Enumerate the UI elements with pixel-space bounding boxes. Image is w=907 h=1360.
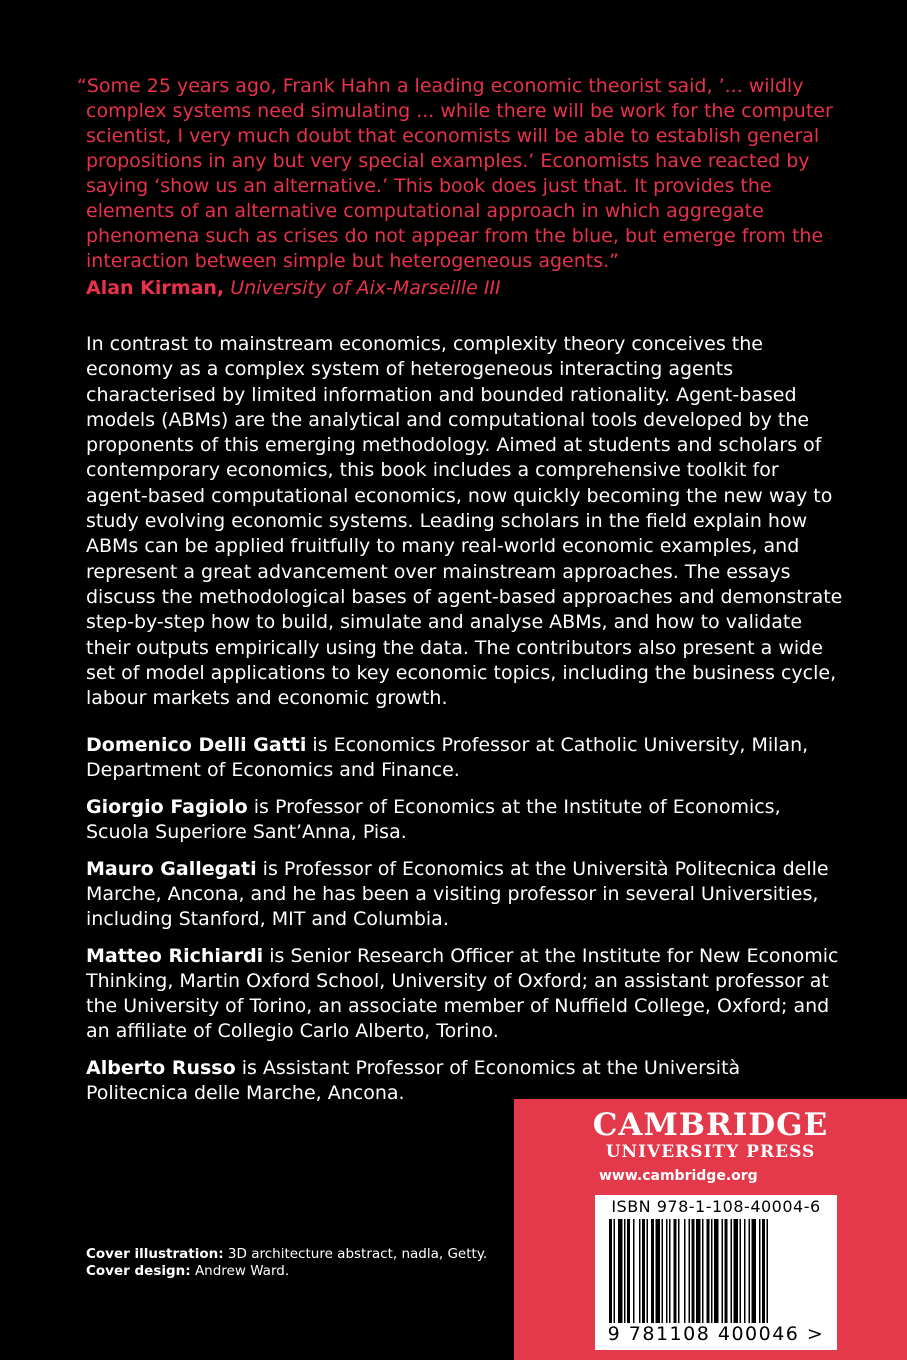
credit-value: 3D architecture abstract, nadla, Getty. xyxy=(223,1246,488,1262)
barcode-bar xyxy=(674,1219,677,1323)
barcode-box xyxy=(595,1195,837,1350)
barcode-bar xyxy=(627,1219,630,1323)
barcode-bar xyxy=(647,1219,649,1323)
barcode-bar xyxy=(684,1219,686,1323)
bio-name: Alberto Russo xyxy=(86,1057,236,1079)
barcode-bar xyxy=(678,1219,680,1323)
barcode-bar xyxy=(734,1219,739,1323)
barcode-bar xyxy=(618,1219,623,1323)
barcode-bar xyxy=(633,1219,635,1323)
barcode-bar xyxy=(639,1219,641,1323)
barcode-bar xyxy=(744,1219,746,1323)
barcode-bar xyxy=(642,1219,645,1323)
barcode-bar xyxy=(752,1219,757,1323)
bio-name: Mauro Gallegati xyxy=(86,858,257,880)
barcode-bar xyxy=(702,1219,704,1323)
author-bios xyxy=(86,733,846,1118)
bio-name: Giorgio Fagiolo xyxy=(86,796,248,818)
quote-text: “Some 25 years ago, Frank Hahn a leading economic theorist said, ’... wildly complex systems need simulating ... while there will be work for the computer scientist, I very much doubt that economists will be able to establish general propositions in any but very special examples.’ Economists have reacted by saying ‘show us an alternative.’ This book does just that. It provides the elements of an alternative computational approach in which aggregate phenomena such as crises do not appear from the blue, but emerge from the interaction between simple but heterogeneous agents.” xyxy=(77,75,833,272)
credit-value: Andrew Ward. xyxy=(190,1263,290,1279)
bio-text: is Economics Professor at Catholic University, Milan, Department of Economics and Finance. xyxy=(86,734,809,781)
barcode-bar xyxy=(656,1219,661,1323)
barcode-bar xyxy=(722,1219,724,1323)
publisher-block xyxy=(514,1099,907,1360)
design-credit xyxy=(86,1263,487,1280)
barcode-bar xyxy=(740,1219,742,1323)
publisher-name: CAMBRIDGE xyxy=(592,1107,829,1143)
barcode-bar xyxy=(651,1219,654,1323)
bio-fagiolo xyxy=(86,795,846,845)
barcode-bar xyxy=(689,1219,691,1323)
bio-text: is Assistant Professor of Economics at the Università Politecnica delle Marche, Ancona. xyxy=(86,1057,741,1104)
barcode-bar xyxy=(614,1219,616,1323)
book-description: In contrast to mainstream economics, complexity theory conceives the economy as a complex system of heterogeneous interacting agents characterised by limited information and bounded rationality. Agent-based models (ABMs) are the analytical and computational tools developed by the proponents of this emerging methodology. Aimed at students and scholars of contemporary economics, this book includes a comprehensive toolkit for agent-based computational economics, now quickly becoming the new way to study evolving economic systems. Leading scholars in the field explain how ABMs can be applied fruitfully to many real-world economic examples, and represent a great advancement over mainstream approaches. The essays discuss the methodological bases of agent-based approaches and demonstrate step-by-step how to build, simulate and analyse ABMs, and how to validate their outputs empirically using the data. The contributors also present a wide set of model applications to key economic topics, including the business cycle, labour markets and economic growth. xyxy=(86,333,843,710)
illustration-credit xyxy=(86,1246,487,1263)
barcode-bar xyxy=(731,1219,733,1323)
barcode-bar xyxy=(662,1219,664,1323)
barcode-bar xyxy=(759,1219,761,1323)
bio-text: is Senior Research Officer at the Institute for New Economic Thinking, Martin Oxford School, University of Oxford; an assistant professor at the University of Torino, an associate member of Nuffield College, Oxford; and an affiliate of Collegio Carlo Alberto, Torino. xyxy=(86,945,839,1042)
barcode-bar xyxy=(692,1219,695,1323)
barcode-bar xyxy=(714,1219,719,1323)
barcode-bar xyxy=(609,1219,612,1323)
bio-delli-gatti xyxy=(86,733,846,783)
barcode-bar xyxy=(767,1219,769,1323)
barcode-bar xyxy=(725,1219,728,1323)
barcode-bar xyxy=(707,1219,710,1323)
cover-credits xyxy=(86,1246,487,1280)
barcode-bar xyxy=(711,1219,713,1323)
isbn-label: ISBN 978-1-108-40004-6 xyxy=(611,1197,821,1216)
bio-richiardi xyxy=(86,944,846,1044)
barcode-bar xyxy=(624,1219,626,1323)
quote-institution: University of Aix-Marseille III xyxy=(230,277,501,299)
credit-label: Cover design: xyxy=(86,1263,191,1279)
barcode-bar xyxy=(696,1219,701,1323)
publisher-url: www.cambridge.org xyxy=(599,1168,758,1184)
barcode-bar xyxy=(749,1219,751,1323)
barcode-bar xyxy=(666,1219,668,1323)
publisher-subtitle: UNIVERSITY PRESS xyxy=(605,1142,816,1162)
quote-author: Alan Kirman, xyxy=(86,277,225,299)
barcode-bar xyxy=(669,1219,671,1323)
barcode-bar xyxy=(762,1219,765,1323)
bio-text: is Professor of Economics at the Institute of Economics, Scuola Superiore Sant’Anna, Pisa. xyxy=(86,796,781,843)
credit-label: Cover illustration: xyxy=(86,1246,224,1262)
barcode-digits: 9 781108 400046 > xyxy=(607,1323,825,1345)
barcode-icon xyxy=(609,1219,823,1323)
bio-name: Domenico Delli Gatti xyxy=(86,734,307,756)
endorsement-quote xyxy=(77,74,846,301)
bio-text: is Professor of Economics at the Università Politecnica delle Marche, Ancona, and he has been a visiting professor in several Universities, including Stanford, MIT and Columbia. xyxy=(86,858,829,930)
bio-name: Matteo Richiardi xyxy=(86,945,264,967)
bio-gallegati xyxy=(86,857,846,932)
quote-attribution xyxy=(86,276,846,301)
